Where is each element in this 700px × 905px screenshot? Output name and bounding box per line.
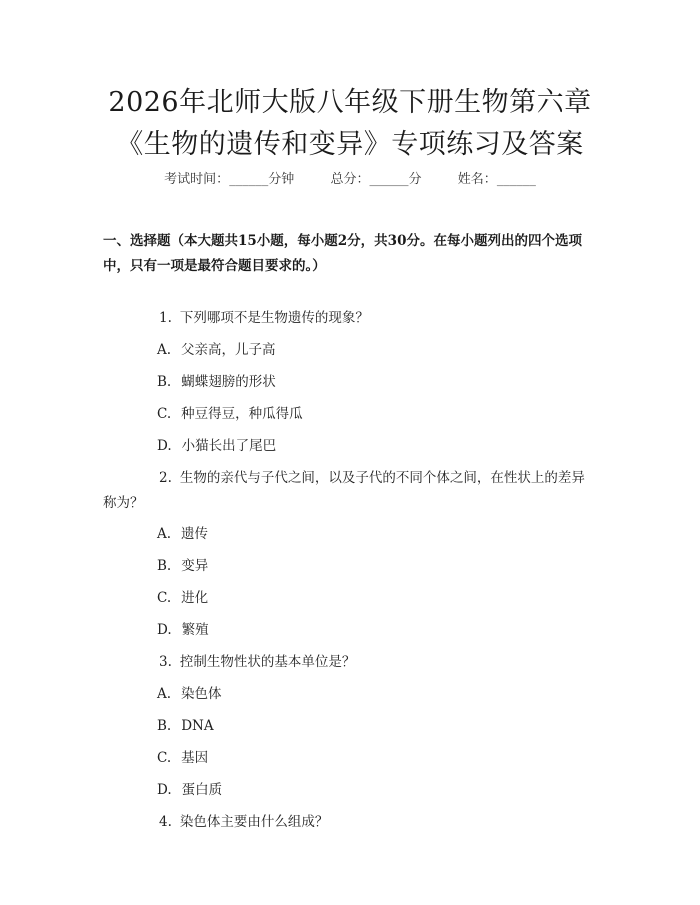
question-text: 控制生物性状的基本单位是？: [179, 654, 356, 670]
option-letter: D.: [157, 438, 172, 454]
question-number: 2.: [159, 470, 172, 486]
question-number: 1.: [159, 310, 172, 326]
question-text: 生物的亲代与子代之间，以及子代的不同个体之间，在性状上的差异称为？: [103, 470, 585, 511]
option-letter: B.: [157, 374, 172, 390]
score-label: 总分：: [330, 172, 370, 187]
question-4: [103, 810, 585, 835]
option-text: 变异: [181, 558, 209, 574]
question-1-option-c: [157, 402, 557, 427]
option-text: 蛋白质: [181, 782, 223, 798]
score-blank: ______: [369, 172, 409, 187]
option-letter: A.: [157, 526, 172, 542]
question-1-option-d: [157, 434, 557, 459]
question-number: 3.: [159, 654, 172, 670]
option-letter: D.: [157, 782, 172, 798]
question-1-option-a: [157, 338, 557, 363]
name-label: 姓名：: [457, 172, 497, 187]
question-2-option-a: [157, 522, 557, 547]
time-unit: 分钟: [268, 172, 295, 187]
option-text: 繁殖: [181, 622, 209, 638]
option-letter: C.: [157, 590, 172, 606]
question-1: [103, 306, 585, 331]
option-letter: A.: [157, 686, 172, 702]
question-2-option-c: [157, 586, 557, 611]
section-heading: 一、选择题（本大题共15小题，每小题2分，共30分。在每小题列出的四个选项中，只有一项是最符合题目要求的。）: [103, 233, 582, 274]
time-label: 考试时间：: [164, 172, 230, 187]
score-unit: 分: [408, 172, 422, 187]
question-3-option-b: [157, 714, 557, 739]
question-3: [103, 650, 585, 675]
question-1-option-b: [157, 370, 557, 395]
option-text: 蝴蝶翅膀的形状: [181, 374, 276, 390]
option-text: 基因: [181, 750, 209, 766]
option-text: 种豆得豆，种瓜得瓜: [181, 406, 303, 422]
time-blank: ______: [229, 172, 269, 187]
question-3-option-d: [157, 778, 557, 803]
option-letter: C.: [157, 750, 172, 766]
option-text: 进化: [181, 590, 209, 606]
option-text: 小猫长出了尾巴: [181, 438, 277, 454]
option-letter: B.: [157, 558, 172, 574]
question-text: 染色体主要由什么组成？: [179, 814, 329, 830]
question-text: 下列哪项不是生物遗传的现象？: [179, 310, 369, 326]
option-text: 父亲高，儿子高: [181, 342, 276, 358]
document-title: 2026年北师大版八年级下册生物第六章《生物的遗传和变异》专项练习及答案: [108, 87, 592, 160]
question-2-option-b: [157, 554, 557, 579]
option-letter: C.: [157, 406, 172, 422]
option-text: DNA: [181, 718, 214, 734]
option-text: 遗传: [181, 526, 209, 542]
option-text: 染色体: [181, 686, 222, 702]
question-3-option-a: [157, 682, 557, 707]
option-letter: D.: [157, 622, 172, 638]
option-letter: B.: [157, 718, 172, 734]
question-number: 4.: [159, 814, 172, 830]
exam-info-line: [0, 168, 700, 187]
option-letter: A.: [157, 342, 172, 358]
question-2: [103, 466, 585, 516]
name-blank: ______: [496, 172, 536, 187]
question-2-option-d: [157, 618, 557, 643]
question-3-option-c: [157, 746, 557, 771]
